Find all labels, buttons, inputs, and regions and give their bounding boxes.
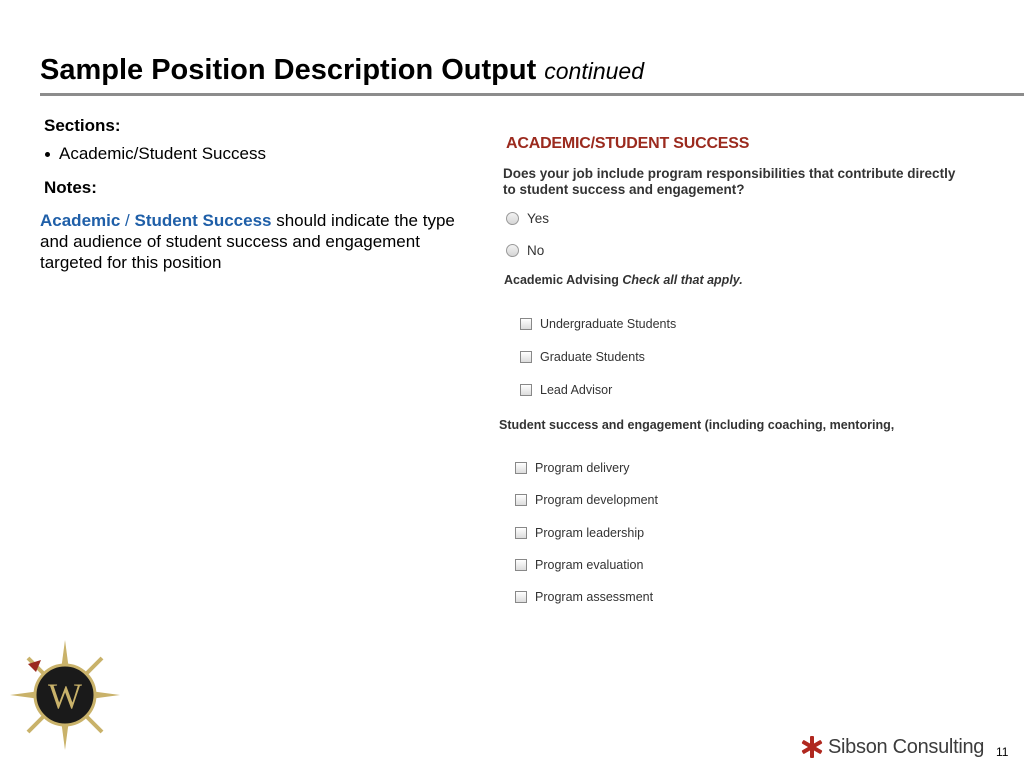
checkbox-graduate[interactable] — [520, 350, 645, 364]
radio-button-icon[interactable] — [506, 244, 519, 257]
advising-label — [504, 273, 743, 287]
bullet-icon — [45, 152, 50, 157]
checkbox-program-evaluation[interactable] — [515, 558, 643, 572]
logo-letter: W — [48, 676, 82, 716]
checkbox-program-leadership[interactable] — [515, 526, 644, 540]
checkbox-icon[interactable] — [520, 384, 532, 396]
company-name: Sibson Consulting — [828, 735, 985, 758]
checkbox-program-assessment[interactable] — [515, 590, 653, 604]
slide-title-main: Sample Position Description Output — [40, 54, 537, 86]
checkbox-icon[interactable] — [515, 591, 527, 603]
note-highlight-separator: / — [120, 211, 135, 230]
notes-panel — [40, 116, 470, 273]
note-text: should indicate the type and audience of student success and engagement targeted for this position — [40, 211, 455, 272]
checkbox-icon[interactable] — [515, 527, 527, 539]
radio-yes[interactable] — [506, 211, 549, 226]
section-item-label: Academic/Student Success — [59, 144, 266, 163]
page-number: 11 — [996, 745, 1009, 759]
radio-no[interactable] — [506, 243, 544, 258]
engagement-label: Student success and engagement (including coaching, mentoring, — [499, 418, 895, 432]
note-paragraph — [40, 210, 470, 273]
sibson-consulting-logo — [800, 735, 984, 759]
sections-heading: Sections: — [44, 116, 121, 135]
checkbox-program-delivery[interactable] — [515, 461, 629, 475]
advising-hint: Check all that apply. — [622, 273, 743, 287]
checkbox-icon[interactable] — [520, 351, 532, 363]
title-divider — [40, 93, 1024, 96]
radio-button-icon[interactable] — [506, 212, 519, 225]
form-section-title: ACADEMIC/STUDENT SUCCESS — [506, 135, 750, 152]
checkbox-icon[interactable] — [515, 462, 527, 474]
checkbox-label: Program leadership — [535, 526, 645, 540]
question-line-1: Does your job include program responsibilities that contribute directly — [503, 166, 956, 181]
checkbox-label: Program development — [535, 493, 658, 507]
checkbox-label: Graduate Students — [540, 350, 645, 364]
note-highlight-academic: Academic — [40, 211, 121, 230]
advising-label-text: Academic Advising — [504, 273, 619, 287]
radio-no-label: No — [527, 243, 545, 258]
slide-title-suffix: continued — [544, 58, 645, 84]
section-bullet-item — [42, 144, 470, 164]
checkbox-label: Program delivery — [535, 461, 630, 475]
checkbox-undergraduate[interactable] — [520, 317, 676, 331]
radio-yes-label: Yes — [527, 211, 550, 226]
checkbox-label: Program evaluation — [535, 558, 644, 572]
checkbox-program-development[interactable] — [515, 493, 658, 507]
compass-logo-icon — [8, 638, 122, 752]
form-question — [503, 166, 955, 198]
note-highlight-student-success: Student Success — [134, 211, 272, 230]
notes-heading: Notes: — [44, 178, 97, 197]
checkbox-icon[interactable] — [520, 318, 532, 330]
checkbox-lead-advisor[interactable] — [520, 383, 612, 397]
checkbox-icon[interactable] — [515, 494, 527, 506]
checkbox-label: Lead Advisor — [540, 383, 613, 397]
asterisk-star-icon — [800, 735, 824, 759]
checkbox-icon[interactable] — [515, 559, 527, 571]
checkbox-label: Program assessment — [535, 590, 654, 604]
checkbox-label: Undergraduate Students — [540, 317, 677, 331]
slide-title — [40, 54, 644, 87]
question-line-2: to student success and engagement? — [503, 182, 745, 197]
